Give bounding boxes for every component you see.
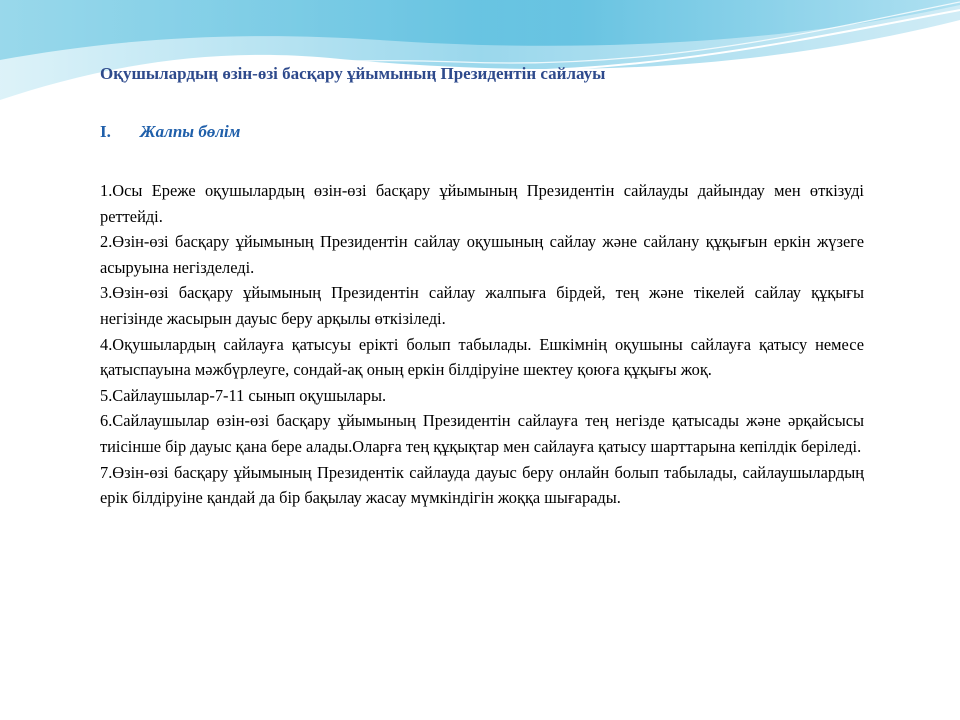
section-heading-text: Жалпы бөлім xyxy=(140,122,241,141)
paragraph-6: 6.Сайлаушылар өзін-өзі басқару ұйымының Президентін сайлауға тең негізде қатысады және әрқайсысы тиісінше бір дауыс қана бере алады.Оларға тең құқықтар мен сайлауға қатысу шарттарына кепілдік беріледі. xyxy=(100,411,864,456)
regulation-body xyxy=(100,178,864,511)
paragraph-3: 3.Өзін-өзі басқару ұйымының Президентін сайлау жалпыға бірдей, тең және тікелей сайлау құқығы негізінде жасырын дауыс беру арқылы өткізіледі. xyxy=(100,283,864,328)
paragraph-5: 5.Сайлаушылар-7-11 сынып оқушылары. xyxy=(100,385,387,405)
paragraph-4: 4.Оқушылардың сайлауға қатысуы ерікті болып табылады. Ешкімнің оқушыны сайлауға қатысу немесе қатыспауына мәжбүрлеуге, сондай-ақ оның еркін білдіруіне шектеу қоюға құқығы жоқ. xyxy=(100,334,864,380)
section-number: I. xyxy=(100,122,111,141)
slide-title: Оқушылардың өзін-өзі басқару ұйымының Президентін сайлауы xyxy=(100,64,606,83)
section-heading xyxy=(100,122,240,142)
paragraph-7: 7.Өзін-өзі басқару ұйымының Президентік сайлауда дауыс беру онлайн болып табылады, сайлаушылардың ерік білдіруіне қандай да бір бақылау жасау мүмкіндігін жоққа шығарады. xyxy=(100,462,864,508)
paragraph-1: 1.Осы Ереже оқушылардың өзін-өзі басқару ұйымының Президентін сайлауды дайындау мен өткізуді реттейді. xyxy=(100,181,864,226)
paragraph-2: 2.Өзін-өзі басқару ұйымының Президентін сайлау оқушының сайлау және сайлану құқығын еркін жүзеге асыруына негізделеді. xyxy=(100,232,864,277)
